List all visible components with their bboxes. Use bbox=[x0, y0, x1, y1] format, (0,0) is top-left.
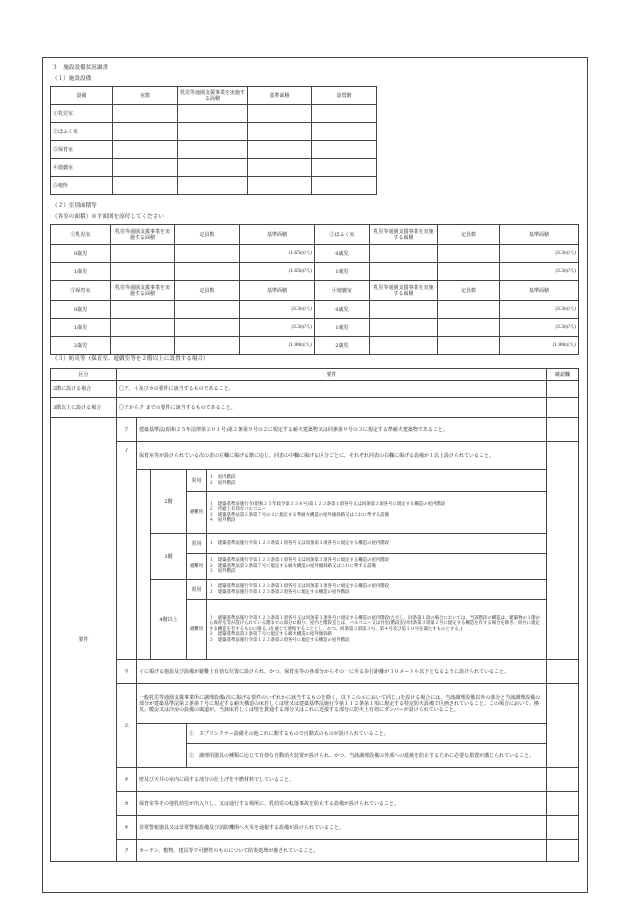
th-area: 乳児等通園支援事業を実施する面積 bbox=[178, 87, 248, 105]
cell-input[interactable] bbox=[178, 105, 248, 123]
th-standard-area: 基準面積 bbox=[248, 87, 312, 105]
check-cell[interactable] bbox=[547, 768, 579, 792]
fire-safety-table bbox=[50, 368, 579, 862]
floor2-label: 2階に設ける場合 bbox=[51, 381, 117, 398]
age-label: 0歳児 bbox=[51, 301, 111, 319]
cell-input[interactable] bbox=[111, 337, 175, 355]
yoken-label: 要件 bbox=[51, 418, 117, 862]
item-ki-text: 非常警報器具又は非常警報設備及び消防機関へ火災を通報する設備が設けられていること。 bbox=[137, 816, 547, 840]
th-standard: 基準面積 bbox=[240, 225, 315, 245]
th-area: 乳児等通園支援事業を実施する面積 bbox=[111, 225, 175, 245]
item-u: ウ bbox=[117, 660, 137, 684]
cell-input[interactable] bbox=[370, 337, 438, 355]
row-label: ⑤便所 bbox=[51, 177, 113, 195]
std-value: (1.65㎡/人) bbox=[240, 245, 315, 263]
item-a: ア bbox=[117, 418, 137, 442]
item-e-1: ① スプリンクラー設備その他これに類するもので自動式のものが設けられていること。 bbox=[187, 724, 547, 744]
cell-input[interactable] bbox=[370, 301, 438, 319]
cell-input[interactable] bbox=[370, 319, 438, 337]
cell-input[interactable] bbox=[175, 245, 240, 263]
cell-input[interactable] bbox=[111, 263, 175, 281]
cell-input[interactable] bbox=[438, 319, 500, 337]
th-capacity: 定員数 bbox=[438, 225, 500, 245]
cell-input[interactable] bbox=[175, 263, 240, 281]
subsection-2: （２）室別面積等 bbox=[52, 203, 97, 209]
evac-use: 避難用 bbox=[187, 492, 207, 534]
cell-input[interactable] bbox=[248, 105, 312, 123]
item-ku: ク bbox=[117, 840, 137, 862]
th-yoken: 要件 bbox=[117, 369, 547, 381]
cell-input[interactable] bbox=[111, 301, 175, 319]
room-infant: ①乳児室 bbox=[51, 225, 111, 245]
th-area: 乳児等通園支援事業を実施する面積 bbox=[111, 281, 175, 301]
evac-use: 避難用 bbox=[187, 600, 207, 660]
floor2-text: 〇ア、イ及びカの要件に該当するものであること。 bbox=[117, 381, 547, 398]
cell-input[interactable] bbox=[438, 337, 500, 355]
item-ka-text: 保育室等その他乳幼児が出入りし、又は通行する場所に、乳幼児の転落事故を防止する設備が設けられていること。 bbox=[137, 792, 547, 816]
cell-input[interactable] bbox=[178, 123, 248, 141]
std-value: (3.3㎡/人) bbox=[240, 319, 315, 337]
cell-input[interactable] bbox=[113, 159, 178, 177]
item-e-2: ② 調理用器具の種類に応じて有効な自動消火装置が設けられ、かつ、当該調理設備の外部への延焼を防止するために必要な措置が講じられていること。 bbox=[187, 744, 547, 768]
cell-input[interactable] bbox=[178, 177, 248, 195]
subsection-3: （３）防災等（保育室、遊戯室等を２階以上に設置する場合） bbox=[52, 356, 209, 362]
floor3-text: 〇アからク までの要件に該当するものであること。 bbox=[117, 398, 547, 418]
regular-use: 常用 bbox=[187, 534, 207, 554]
room-play: ④遊戯室 bbox=[315, 281, 370, 301]
fl2-evac: １ 建築基準法施行令(昭和２５年政令第３３８号)第１２３条第１項各号又は同条第３項各号に規定する構造の屋内階段 ２ 待避上有効なバルコニー ３ 建築基準法第２条第７号の２に規定する準耐火構造の屋外傾斜路又はこれに準ずる設備 ４ 屋外階段 bbox=[207, 492, 547, 534]
std-value: (1.98㎡/人) bbox=[240, 337, 315, 355]
item-i: イ bbox=[117, 442, 137, 660]
std-value: (3.3㎡/人) bbox=[500, 319, 579, 337]
th-capacity: 定員数 bbox=[175, 281, 240, 301]
th-capacity: 定員数 bbox=[438, 281, 500, 301]
th-area: 乳児等通園支援事業を実施する面積 bbox=[370, 225, 438, 245]
fl3-regular: １ 建築基準法施行令第１２３条第１項各号又は同条第３項各号に規定する構造の屋内階段 bbox=[207, 534, 547, 554]
room-crawl: ②ほふく室 bbox=[315, 225, 370, 245]
std-value: (1.98㎡/人) bbox=[500, 337, 579, 355]
item-u-text: イに掲げる施設及び設備が避難上有効な位置に設けられ、かつ、保育室等の各部分からその一に至る歩行距離が３０メートル以下となるように設けられていること。 bbox=[137, 660, 547, 684]
item-i-text: 保育室等が設けられている次の表の左欄に掲げる階に応じ、同表の中欄に掲げる区分ごとに、それぞれ同表の右欄に掲げる設備が１以上設けられていること。 bbox=[137, 442, 547, 470]
facility-table bbox=[50, 86, 377, 195]
th-equipment: 設備 bbox=[51, 87, 113, 105]
subsection-2-note: （各室の面積）※平面図を添付してください bbox=[52, 214, 164, 220]
age-label: 1歳児 bbox=[315, 319, 370, 337]
check-cell[interactable] bbox=[547, 684, 579, 768]
cell-input[interactable] bbox=[370, 263, 438, 281]
floor-3: 3階 bbox=[151, 534, 187, 580]
cell-input[interactable] bbox=[312, 159, 377, 177]
item-ki: キ bbox=[117, 816, 137, 840]
spacer bbox=[137, 534, 151, 580]
check-cell[interactable] bbox=[547, 418, 579, 442]
fl4-regular: １ 建築基準法施行令第１２３条第１項各号又は同条第３項各号に規定する構造の屋内階段 ２ 建築基準法施行令第１２３条第２項各号に規定する構造の屋外階段 bbox=[207, 580, 547, 600]
spacer bbox=[137, 580, 151, 660]
item-o: オ bbox=[117, 768, 137, 792]
th-standard: 基準面積 bbox=[240, 281, 315, 301]
cell-input[interactable] bbox=[312, 105, 377, 123]
cell-input[interactable] bbox=[113, 123, 178, 141]
fl2-regular: １ 屋内階段 ２ 屋外階段 bbox=[207, 470, 547, 492]
check-cell[interactable] bbox=[547, 398, 579, 418]
cell-input[interactable] bbox=[113, 141, 178, 159]
cell-input[interactable] bbox=[370, 245, 438, 263]
std-value: (1.65㎡/人) bbox=[240, 263, 315, 281]
cell-input[interactable] bbox=[113, 177, 178, 195]
th-standard: 基準面積 bbox=[500, 281, 579, 301]
cell-input[interactable] bbox=[438, 263, 500, 281]
age-label: 2歳児 bbox=[315, 337, 370, 355]
cell-input[interactable] bbox=[178, 159, 248, 177]
cell-input[interactable] bbox=[312, 123, 377, 141]
spacer bbox=[137, 744, 187, 768]
row-label: ②ほふく室 bbox=[51, 123, 113, 141]
check-cell[interactable] bbox=[547, 816, 579, 840]
regular-use: 常用 bbox=[187, 580, 207, 600]
cell-input[interactable] bbox=[175, 301, 240, 319]
age-label: 2歳児 bbox=[51, 337, 111, 355]
item-o-text: 壁及び天井の室内に面する部分の仕上げを不燃材料でしていること。 bbox=[137, 768, 547, 792]
check-cell[interactable] bbox=[547, 442, 579, 660]
row-label: ③保育室 bbox=[51, 141, 113, 159]
th-standard: 基準面積 bbox=[500, 225, 579, 245]
floor-4: 4階以上 bbox=[151, 580, 187, 660]
cell-input[interactable] bbox=[111, 245, 175, 263]
cell-input[interactable] bbox=[175, 319, 240, 337]
th-kubun: 区分 bbox=[51, 369, 117, 381]
age-label: 1歳児 bbox=[51, 319, 111, 337]
cell-input[interactable] bbox=[178, 141, 248, 159]
age-label: 1歳児 bbox=[51, 263, 111, 281]
th-floor: 設置階 bbox=[312, 87, 377, 105]
cell-input[interactable] bbox=[438, 301, 500, 319]
room-area-table bbox=[50, 224, 579, 355]
cell-input[interactable] bbox=[111, 319, 175, 337]
cell-input[interactable] bbox=[312, 177, 377, 195]
cell-input[interactable] bbox=[248, 159, 312, 177]
section-title: ３ 施設設備状況調書 bbox=[52, 65, 108, 71]
floor-2: 2階 bbox=[151, 470, 187, 534]
item-e: エ bbox=[117, 684, 137, 768]
room-nursery: ③保育室 bbox=[51, 281, 111, 301]
row-label: ①乳児室 bbox=[51, 105, 113, 123]
age-label: 0歳児 bbox=[315, 301, 370, 319]
check-cell[interactable] bbox=[547, 840, 579, 862]
cell-input[interactable] bbox=[438, 245, 500, 263]
spacer bbox=[137, 470, 151, 534]
age-label: 0歳児 bbox=[315, 245, 370, 263]
item-e-text: 一般乳児等通園支援事業所に調理設備(次に掲げる要件のいずれかに該当するものを除く。以下このエにおいて同じ。)を設ける場合には、当該調理設備以外の部分と当該調理設備の部分が建築基準法第２条第７号に規定する耐火構造の床若しくは壁又は建築基準法施行令第１１２条第１項に規定する特定防火設備で区画されていること。この場合において、換気、暖房又は冷房の設備の風道が、当該床若しくは壁を貫通する部分又はこれに近接する部分に防火上有効にダンパーが設けられていること。 bbox=[137, 684, 547, 724]
check-cell[interactable] bbox=[547, 381, 579, 398]
item-a-text: 建築基準法(昭和２５年法律第２０１号)第２条第９号の２に規定する耐火建築物又は同条第９号の３に規定する準耐火建築物であること。 bbox=[137, 418, 547, 442]
std-value: (3.3㎡/人) bbox=[500, 301, 579, 319]
std-value: (3.3㎡/人) bbox=[240, 301, 315, 319]
item-ka: カ bbox=[117, 792, 137, 816]
floor3-label: 3階以上に設ける場合 bbox=[51, 398, 117, 418]
fl4-evac: １ 建築基準法施行令第１２３条第１項各号又は同条第３項各号に規定する構造の屋内階段(ただし、同条第１項の場合においては、当該階段の構造は、建築物の１階から保育室等が設けられている階までの部分に限り、屋内と階段室とは、バルコニー又は付室(階段室が同条第３項第２号に規定する構造を有する場合を除き、同号に規定する構造を有するものに限る。)を通じて連絡することとし、かつ、同条第３項第３号、第４号及び第１０号を満たすものとする。) ２ 建築基準法第２条第７号に規定する耐火構造の屋外傾斜路 ３ 建築基準法施行令第１２３条第２項各号に規定する構造の屋外階段 bbox=[207, 600, 547, 660]
age-label: 0歳児 bbox=[51, 245, 111, 263]
cell-input[interactable] bbox=[248, 141, 312, 159]
evac-use: 避難用 bbox=[187, 554, 207, 580]
std-value: (3.3㎡/人) bbox=[500, 263, 579, 281]
check-cell[interactable] bbox=[547, 792, 579, 816]
item-ku-text: カーテン、敷物、建具等で可燃性のものについて防炎処理が施されていること。 bbox=[137, 840, 547, 862]
cell-input[interactable] bbox=[248, 177, 312, 195]
cell-input[interactable] bbox=[312, 141, 377, 159]
std-value: (3.3㎡/人) bbox=[500, 245, 579, 263]
row-label: ④遊戯室 bbox=[51, 159, 113, 177]
th-area: 乳児等通園支援事業を実施する面積 bbox=[370, 281, 438, 301]
subsection-1: （１）施設設備 bbox=[52, 76, 92, 82]
age-label: 1歳児 bbox=[315, 263, 370, 281]
th-check: 確認欄 bbox=[547, 369, 579, 381]
check-cell[interactable] bbox=[547, 660, 579, 684]
regular-use: 常用 bbox=[187, 470, 207, 492]
cell-input[interactable] bbox=[113, 105, 178, 123]
cell-input[interactable] bbox=[248, 123, 312, 141]
fl3-evac: １ 建築基準法施行令第１２３条第１項各号又は同条第３項各号に規定する構造の屋内階段 ２ 建築基準法第２条第７号に規定する耐火構造の屋外傾斜路又はこれに準ずる設備 ３ 屋外階段 bbox=[207, 554, 547, 580]
th-room-count: 室数 bbox=[113, 87, 178, 105]
spacer bbox=[137, 724, 187, 744]
th-capacity: 定員数 bbox=[175, 225, 240, 245]
cell-input[interactable] bbox=[175, 337, 240, 355]
